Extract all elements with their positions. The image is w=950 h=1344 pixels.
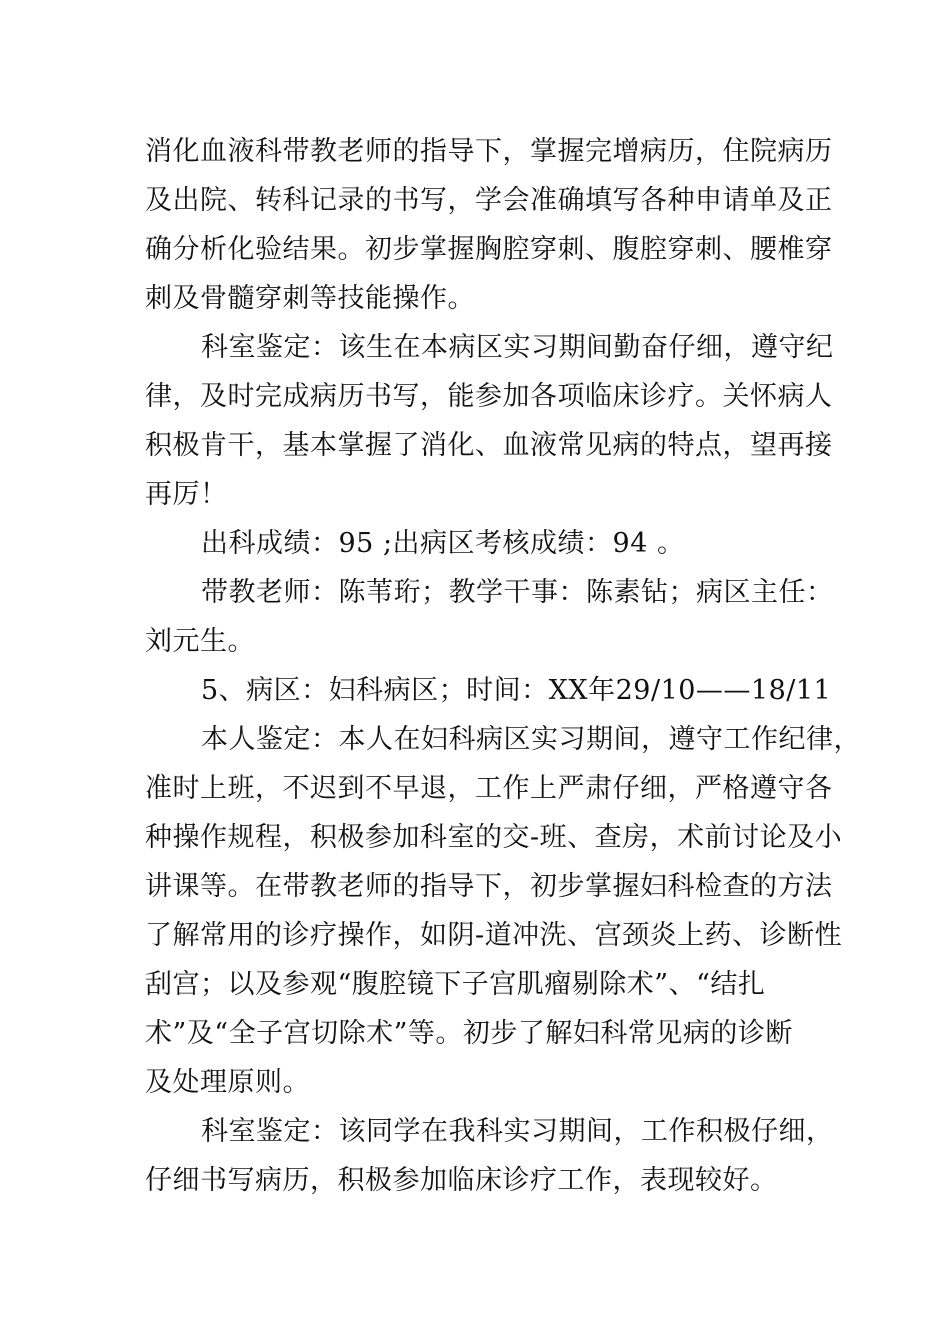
document-body [145, 127, 861, 1205]
text-line: 及出院、转科记录的书写，学会准确填写各种申请单及正 [145, 185, 833, 216]
text-line: 仔细书写病历，积极参加临床诊疗工作，表现较好。 [145, 1165, 778, 1196]
text-line: 刮宫；以及参观“腹腔镜下子宫肌瘤剔除术”、“结扎 [145, 969, 766, 1000]
text-line: 科室鉴定：该同学在我科实习期间，工作积极仔细， [201, 1116, 834, 1147]
text-line: 积极肯干，基本掌握了消化、血液常见病的特点，望再接 [145, 430, 833, 461]
paragraph-ward-5-heading [145, 666, 832, 715]
paragraph-scores [145, 519, 817, 568]
paragraph-department-evaluation-2 [145, 1107, 834, 1205]
text-line: 种操作规程，积极参加科室的交-班、查房，术前讨论及小 [145, 822, 843, 853]
paragraph-clinical-skills [145, 127, 833, 323]
text-line: 刘元生。 [145, 626, 255, 657]
text-line: 科室鉴定：该生在本病区实习期间勤奋仔细，遵守纪 [201, 332, 834, 363]
text-line: 准时上班，不迟到不早退，工作上严肃仔细，严格遵守各 [145, 773, 833, 804]
text-line: 出科成绩：95 ;出病区考核成绩：94 。 [201, 528, 685, 559]
text-line: 5、病区：妇科病区；时间：XX年29/10——18/11 [201, 675, 832, 706]
text-line: 本人鉴定：本人在妇科病区实习期间，遵守工作纪律， [201, 724, 861, 755]
paragraph-teachers [145, 568, 834, 666]
text-line: 讲课等。在带教老师的指导下，初步掌握妇科检查的方法 [145, 871, 833, 902]
text-line: 术”及“全子宫切除术”等。初步了解妇科常见病的诊断 [145, 1018, 793, 1049]
text-line: 带教老师：陈苇珩；教学干事：陈素钻；病区主任： [201, 577, 834, 608]
text-line: 消化血液科带教老师的指导下，掌握完增病历，住院病历 [145, 136, 833, 167]
text-line: 了解常用的诊疗操作，如阴-道冲洗、宫颈炎上药、诊断性 [145, 920, 843, 951]
paragraph-department-evaluation-1 [145, 323, 834, 519]
text-line: 律，及时完成病历书写，能参加各项临床诊疗。关怀病人 [145, 381, 833, 412]
text-line: 再厉！ [145, 479, 228, 510]
text-line: 刺及骨髓穿刺等技能操作。 [145, 283, 475, 314]
text-line: 及处理原则。 [145, 1067, 310, 1098]
paragraph-self-evaluation [145, 715, 861, 1107]
text-line: 确分析化验结果。初步掌握胸腔穿刺、腹腔穿刺、腰椎穿 [145, 234, 833, 265]
